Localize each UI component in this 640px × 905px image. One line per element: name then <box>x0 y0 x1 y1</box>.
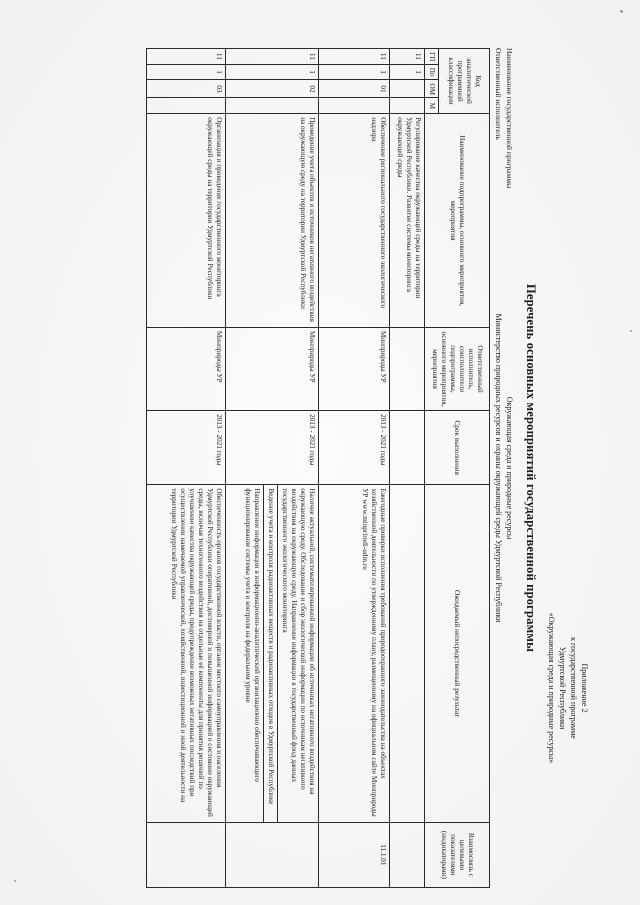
table-row <box>319 49 390 888</box>
cell-pp: 1 <box>319 64 390 80</box>
appendix-line: Удмуртской Республики <box>558 646 567 730</box>
cell-name: Проведение учета объектов и источников негативного воздействия на окружающую среду на территории Удмуртской Республики <box>226 114 319 328</box>
cell-responsible: Минприроды УР <box>226 327 319 410</box>
result-paragraph: Ведение учета и контроля радиоактивных веществ и радиоактивных отходов в Удмуртской Республике <box>266 485 278 821</box>
cell-gp: 11 <box>147 49 226 65</box>
cell-pp: 1 <box>390 64 425 80</box>
cell-om: 02 <box>226 80 319 98</box>
cell-gp: 11 <box>390 49 425 65</box>
cell-responsible: Минприроды УР <box>147 327 226 410</box>
cell-term <box>390 411 425 485</box>
measures-table <box>146 48 490 888</box>
program-name-label: Наименование государственной программы <box>505 48 514 189</box>
rotated-document <box>110 48 600 888</box>
cell-responsible: Минприроды УР <box>319 327 390 410</box>
header-om: ОМ <box>425 80 439 98</box>
table-row <box>390 49 425 888</box>
cell-pp: 1 <box>226 64 319 80</box>
cell-m <box>147 98 226 114</box>
program-name-value: Окружающая среда и природные ресурсы <box>505 396 514 540</box>
scan-speck <box>620 10 623 13</box>
header-code: Код аналитической программной классификации <box>439 49 490 114</box>
appendix-note <box>546 558 590 818</box>
cell-result <box>226 485 319 822</box>
cell-result <box>390 485 425 822</box>
cell-gp: 11 <box>226 49 319 65</box>
appendix-line: к государственной программе <box>569 637 578 739</box>
cell-om: 01 <box>319 80 390 98</box>
cell-name: Регулирование качества окружающей среды на территории Удмуртской Республики. Развитие системы мониторинга окружающей среды <box>390 114 425 328</box>
document-header <box>480 48 600 888</box>
cell-om <box>390 80 425 98</box>
header-name: Наименование подпрограммы, основного мероприятия, мероприятия <box>425 114 490 328</box>
result-paragraph: Направление информации в информационно-аналитический организационно обеспечивающего функционирование системы учета и контроля на федеральном уровне <box>243 485 264 821</box>
header-responsible: Ответственный исполнитель, соисполнители подпрограммы, основного мероприятия, мероприятия <box>425 327 490 410</box>
cell-indicator <box>226 822 319 887</box>
cell-name: Организация и проведение государственного мониторинга окружающей среды на территории Удмуртской Республики <box>147 114 226 328</box>
appendix-line: Приложение 2 <box>580 663 589 713</box>
cell-term: 2013 - 2021 годы <box>319 411 390 485</box>
cell-m <box>319 98 390 114</box>
cell-result: Обеспеченность органов государственной власти, органов местного самоуправления и населения Удмуртской Республики оперативной, достоверной и повышенной информацией о состоянии окружающей среды, включая техногенного воздействия на отдельные её компоненты для принятия решений по улучшению качества окружающей среды, предупреждение возможных негативных последствий при осуществлении намечаемой управленческой, хозяйственной, инвестиционной и иной деятельности на территории Удмуртской Республики <box>147 485 226 822</box>
result-paragraph: Наличие актуальной, систематизированной информации об источниках негативного воздействия на окружающую среду. Обследование и сбор экологической информации по источникам негативного воздействия на окружающую среду. Направление информации в государственный фонд данных государственного экологического мониторинга <box>281 488 316 795</box>
table-row <box>226 49 319 888</box>
header-m: М <box>425 98 439 114</box>
table-row <box>147 49 226 888</box>
scan-speck <box>630 330 632 332</box>
cell-indicator <box>147 822 226 887</box>
cell-responsible <box>390 327 425 410</box>
document-title: Перечень основных мероприятий государственной программы <box>524 283 538 653</box>
header-pp: Пп <box>425 64 439 80</box>
header-term: Срок выполнения <box>425 411 490 485</box>
responsible-label: Ответственный исполнитель <box>494 48 503 140</box>
cell-m <box>226 98 319 114</box>
header-result: Ожидаемый непосредственный результат <box>425 485 490 822</box>
appendix-line: «Окружающая среда и природные ресурсы» <box>547 612 556 764</box>
cell-om: 03 <box>147 80 226 98</box>
cell-m <box>390 98 425 114</box>
header-indicators: Взаимосвязь с целевыми показателями (индикаторами) <box>425 822 490 887</box>
cell-result: Ежегодные проверки исполнения требований природоохранного законодательства на объектах хозяйственной деятельности по утвержденному плану, размещенному на официальном сайте Минприроды УР www.minprirodi-udm.ru <box>319 485 390 822</box>
cell-gp: 11 <box>319 49 390 65</box>
cell-indicator: 11.1.01 <box>319 822 390 887</box>
cell-pp: 1 <box>147 64 226 80</box>
scan-speck <box>14 880 16 882</box>
header-gp: ГП <box>425 49 439 65</box>
cell-indicator <box>390 822 425 887</box>
cell-name: Обеспечение регионального государственного экологического надзора <box>319 114 390 328</box>
responsible-value: Министерство природных ресурсов и охраны окружающей среды Удмуртской Республики <box>494 313 503 623</box>
cell-term: 2013 - 2021 годы <box>147 411 226 485</box>
cell-term: 2013 - 2021 годы <box>226 411 319 485</box>
